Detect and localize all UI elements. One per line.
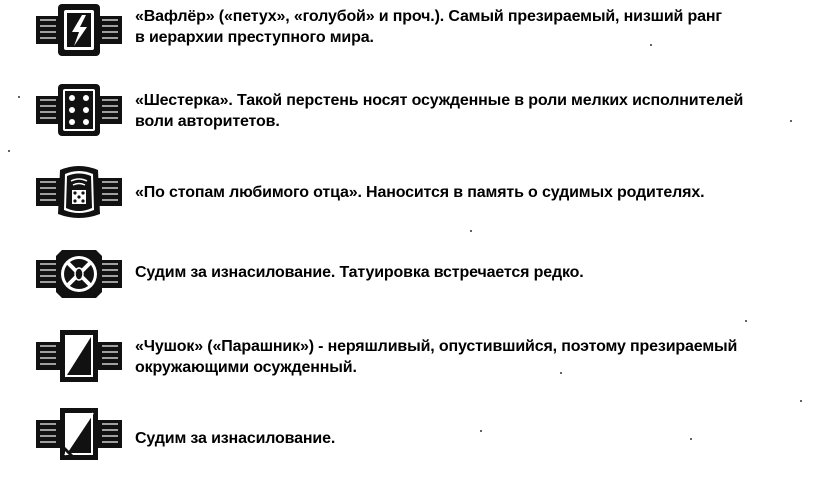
ring-six-dots-icon: [34, 82, 124, 138]
scan-speck: [560, 372, 562, 374]
scan-speck: [745, 320, 747, 322]
ring-crossed-diagonal-icon: [34, 406, 124, 462]
ring-cross-circle-icon: [34, 246, 124, 302]
scan-speck: [790, 120, 792, 122]
ring-lightning-icon: [34, 2, 124, 58]
scan-speck: [470, 230, 472, 232]
ring-diagonal-half-icon: [34, 328, 124, 384]
entry-text: «Шестерка». Такой перстень носят осужденные в роли мелких исполнителей воли авторитетов.: [135, 92, 744, 130]
scan-speck: [8, 150, 10, 152]
scan-speck: [650, 44, 652, 46]
entry-text: «По стопам любимого отца». Наносится в память о судимых родителях.: [135, 184, 705, 201]
ring-dice-stripes-icon: [34, 164, 124, 220]
entry-text: «Чушок» («Парашник») - неряшливый, опустившийся, поэтому презираемый окружающими осужденный.: [135, 338, 738, 376]
entry-text: Судим за изнасилование.: [135, 430, 336, 447]
scan-speck: [690, 438, 692, 440]
scan-speck: [800, 400, 802, 402]
scan-speck: [480, 430, 482, 432]
entry-text: Судим за изнасилование. Татуировка встречается редко.: [135, 264, 584, 281]
scan-speck: [18, 96, 20, 98]
entry-text: «Вафлёр» («петух», «голубой» и проч.). Самый презираемый, низший ранг в иерархии преступного мира.: [135, 8, 722, 46]
